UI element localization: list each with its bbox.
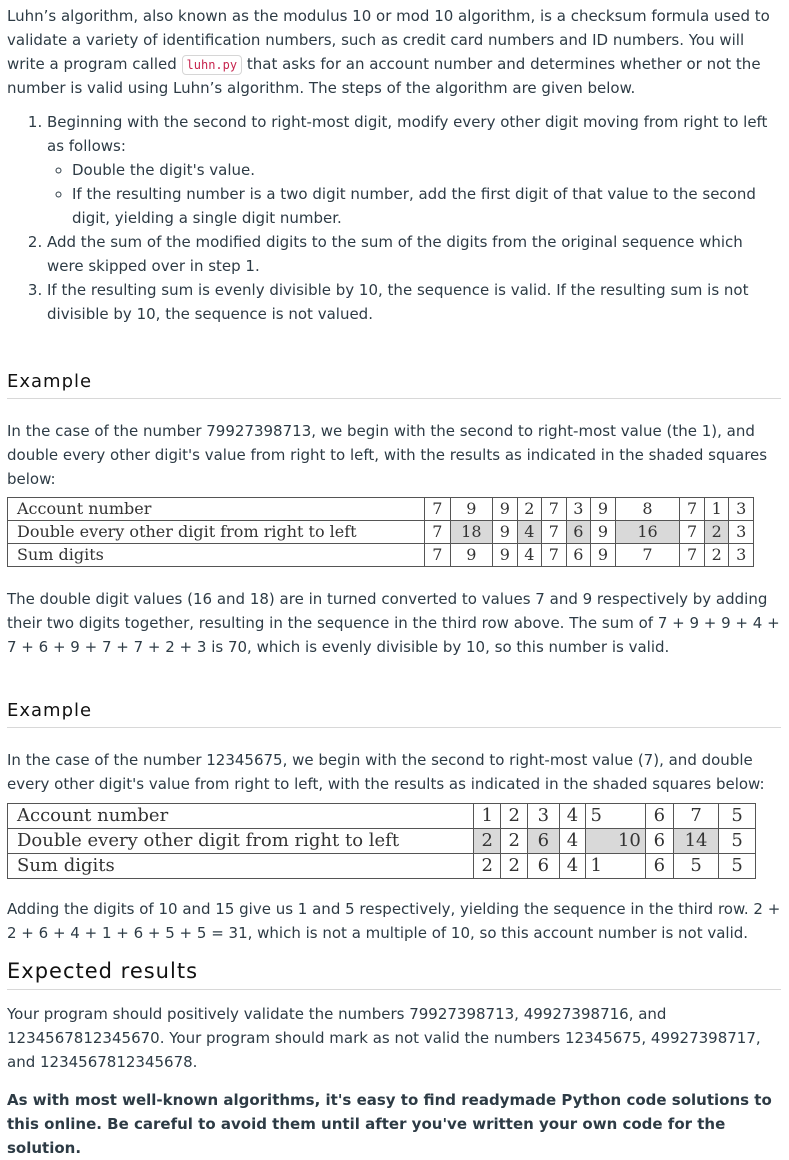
intro-text: Luhn’s algorithm, also known as the modulus 10 or mod 10 algorithm, is a checksum formula used to validate a variety of identification numbers, such as credit card numbers and ID numbers. You will write a program called xyxy=(7,7,770,73)
table-cell: 5 xyxy=(719,804,756,829)
table-cell: 7 xyxy=(542,521,567,544)
table-cell: 4 xyxy=(559,854,586,879)
expected-results-heading: Expected results xyxy=(7,959,781,990)
expected-results-text: Your program should positively validate the numbers 79927398713, 49927398716, and 1234567812345670. Your program should mark as not valid the numbers 12345675, 49927398717, and 1234567812345678. xyxy=(7,1005,761,1071)
table-cell: 9 xyxy=(493,544,518,567)
row-label: Sum digits xyxy=(8,544,425,567)
table-cell: 7 xyxy=(615,544,680,567)
table-cell: 3 xyxy=(729,498,754,521)
intro-text-end: that asks for an account number and determines whether or not the number is valid using Luhn’s algorithm. The steps of the algorithm are given below. xyxy=(7,55,761,97)
table-cell: 6 xyxy=(528,854,559,879)
shaded-cell: 4 xyxy=(517,521,542,544)
table-cell: 3 xyxy=(528,804,559,829)
table-row xyxy=(8,521,754,544)
table-cell: 7 xyxy=(680,498,705,521)
filename-code: luhn.py xyxy=(182,55,243,75)
table-cell: 7 xyxy=(542,498,567,521)
table-cell: 9 xyxy=(591,521,616,544)
example-1-explanation: The double digit values (16 and 18) are in turned converted to values 7 and 9 respectively by adding their two digits together, resulting in the sequence in the third row above. The sum of 7 + 9 + 9 + 4 + 7 + 6 + 9 + 7 + 7 + 2 + 3 is 70, which is evenly divisible by 10, so this number is valid. xyxy=(7,590,780,656)
step-3: 3. If the resulting sum is evenly divisible by 10, the sequence is valid. If the resulting sum is not divisible by 10, the sequence is not valued. xyxy=(47,278,781,326)
row-label: Account number xyxy=(8,804,474,829)
example-2-intro: In the case of the number 12345675, we begin with the second to right-most value (7), and double every other digit's value from right to left, with the results as indicated in the shaded squares below: xyxy=(7,751,765,793)
table-cell: 6 xyxy=(566,544,591,567)
table-cell: 3 xyxy=(566,498,591,521)
table-cell: 6 xyxy=(645,854,673,879)
intro-paragraph xyxy=(7,4,781,100)
shaded-cell: 10 xyxy=(586,829,645,854)
table-row xyxy=(8,829,756,854)
shaded-cell: 6 xyxy=(528,829,559,854)
algorithm-steps xyxy=(7,110,781,326)
shaded-cell: 2 xyxy=(704,521,729,544)
substep-double: ◦ Double the digit's value. xyxy=(72,158,781,182)
step-1-substeps xyxy=(47,158,781,230)
row-label: Double every other digit from right to left xyxy=(8,829,474,854)
table-cell: 7 xyxy=(425,521,451,544)
shaded-cell: 2 xyxy=(474,829,501,854)
shaded-cell: 14 xyxy=(673,829,718,854)
table-cell: 7 xyxy=(680,521,705,544)
table-cell: 3 xyxy=(729,544,754,567)
table-cell: 9 xyxy=(450,498,492,521)
table-row xyxy=(8,544,754,567)
shaded-cell: 16 xyxy=(615,521,680,544)
table-cell: 9 xyxy=(591,498,616,521)
table-cell: 9 xyxy=(591,544,616,567)
table-cell: 5 xyxy=(586,804,645,829)
table-cell: 1 xyxy=(474,804,501,829)
table-row xyxy=(8,854,756,879)
step-2: 2. Add the sum of the modified digits to the sum of the digits from the original sequence which were skipped over in step 1. xyxy=(47,230,781,278)
table-cell: 9 xyxy=(493,521,518,544)
warning-text xyxy=(7,1088,781,1160)
shaded-cell: 6 xyxy=(566,521,591,544)
step-1-text: Beginning with the second to right-most digit, modify every other digit moving from right to left as follows: xyxy=(47,113,768,155)
table-row xyxy=(8,804,756,829)
example-2-table xyxy=(7,803,756,879)
table-cell: 2 xyxy=(704,544,729,567)
shaded-cell: 18 xyxy=(450,521,492,544)
table-cell: 2 xyxy=(501,804,528,829)
substep-add-digits: ◦ If the resulting number is a two digit number, add the first digit of that value to the second digit, yielding a single digit number. xyxy=(72,182,781,230)
table-cell: 8 xyxy=(615,498,680,521)
table-cell: 3 xyxy=(729,521,754,544)
table-row xyxy=(8,498,754,521)
table-cell: 7 xyxy=(425,544,451,567)
table-cell: 2 xyxy=(474,854,501,879)
row-label: Double every other digit from right to left xyxy=(8,521,425,544)
table-cell: 5 xyxy=(673,854,718,879)
example-1-intro: In the case of the number 79927398713, we begin with the second to right-most value (the 1), and double every other digit's value from right to left, with the results as indicated in the shaded squares below: xyxy=(7,422,768,488)
table-cell: 1 xyxy=(704,498,729,521)
table-cell: 9 xyxy=(450,544,492,567)
table-cell: 5 xyxy=(719,829,756,854)
table-cell: 1 xyxy=(586,854,645,879)
table-cell: 7 xyxy=(542,544,567,567)
table-cell: 2 xyxy=(501,854,528,879)
table-cell: 6 xyxy=(645,804,673,829)
table-cell: 7 xyxy=(673,804,718,829)
example-1-table xyxy=(7,497,754,567)
table-cell: 2 xyxy=(517,498,542,521)
table-cell: 7 xyxy=(425,498,451,521)
example-2-explanation: Adding the digits of 10 and 15 give us 1 and 5 respectively, yielding the sequence in the third row. 2 + 2 + 6 + 4 + 1 + 6 + 5 + 5 = 31, which is not a multiple of 10, so this account number is not valid. xyxy=(7,900,781,942)
table-cell: 7 xyxy=(680,544,705,567)
table-cell: 4 xyxy=(559,804,586,829)
table-cell: 4 xyxy=(559,829,586,854)
row-label: Sum digits xyxy=(8,854,474,879)
table-cell: 2 xyxy=(501,829,528,854)
step-1 xyxy=(47,110,781,230)
table-cell: 4 xyxy=(517,544,542,567)
example-1-heading: Example xyxy=(7,370,781,399)
row-label: Account number xyxy=(8,498,425,521)
example-2-heading: Example xyxy=(7,699,781,728)
warning-bold: As with most well-known algorithms, it's easy to find readymade Python code solutions to this online. Be careful to avoid them until after you've written your own code for the solution. xyxy=(7,1091,772,1157)
table-cell: 9 xyxy=(493,498,518,521)
table-cell: 6 xyxy=(645,829,673,854)
table-cell: 5 xyxy=(719,854,756,879)
